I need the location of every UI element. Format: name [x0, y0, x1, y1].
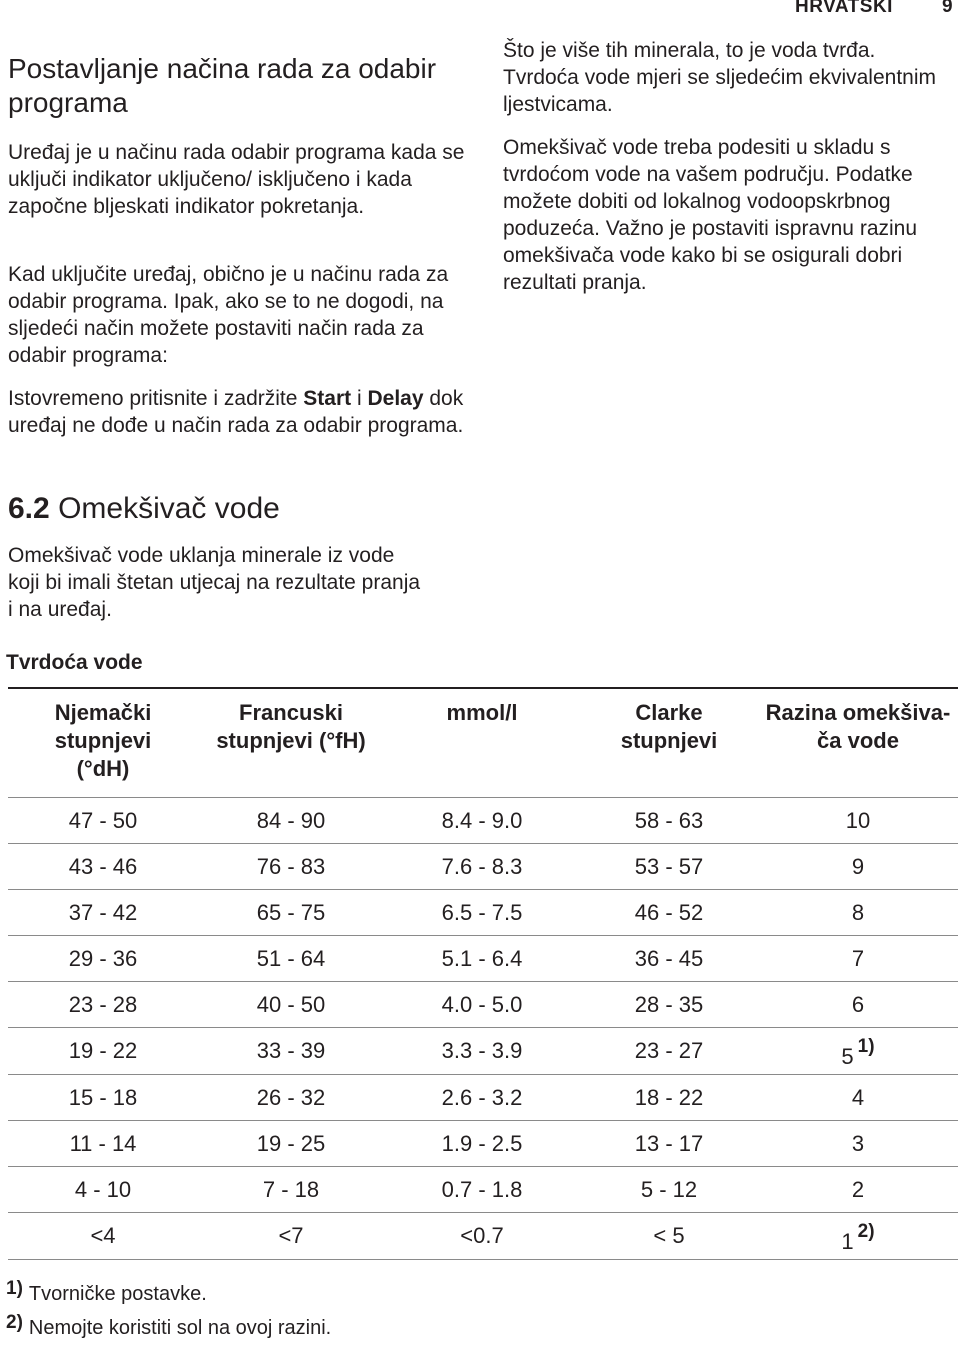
table-row [8, 1213, 958, 1260]
section-paragraph: Omekšivač vode uklanja minerale iz vode koji bi imali štetan utjecaj na rezultate pranja i na uređaj. [8, 544, 421, 621]
cell-french: 76 - 83 [256, 853, 326, 879]
cell-level: 7 [851, 945, 865, 971]
cell-german: 43 - 46 [68, 853, 138, 879]
left-paragraph-3 [8, 385, 478, 439]
section-heading [8, 491, 478, 527]
cell-mmol: 7.6 - 8.3 [441, 853, 523, 879]
cell-french: 84 - 90 [256, 807, 326, 833]
left-paragraph-2: Kad uključite uređaj, obično je u načinu rada za odabir programa. Ipak, ako se to ne dogodi, na sljedeći način možete postaviti način rada za odabir programa: [8, 263, 449, 367]
section-heading-title: Omekšivač vode [58, 492, 280, 525]
right-paragraph-1: Što je više tih minerala, to je voda tvrđa. Tvrdoća vode mjeri se sljedećim ekvivalentnim ljestvicama. [503, 39, 936, 116]
cell-german: 47 - 50 [68, 807, 138, 833]
col-header-level [758, 688, 958, 798]
paragraph-3-part-1: Istovremeno pritisnite i zadržite [8, 387, 304, 410]
cell-clarke: 18 - 22 [634, 1084, 704, 1110]
cell-french: 7 - 18 [262, 1176, 320, 1202]
cell-french: 40 - 50 [256, 991, 326, 1017]
table-header-row [8, 688, 958, 798]
level-value: 1 [841, 1229, 854, 1254]
section-title: Postavljanje načina rada za odabir programa [8, 53, 437, 118]
cell-clarke: 46 - 52 [634, 899, 704, 925]
table-row [8, 1028, 958, 1075]
col-header-french-line: stupnjevi (°fH) [216, 728, 366, 753]
delay-button-label: Delay [367, 387, 424, 410]
col-header-french [198, 688, 384, 798]
level-value: 5 [841, 1044, 854, 1069]
table-row [8, 798, 958, 844]
cell-german: 29 - 36 [68, 945, 138, 971]
footnote-ref: 1) [857, 1036, 875, 1057]
cell-german: 19 - 22 [68, 1038, 138, 1063]
cell-mmol: 3.3 - 3.9 [441, 1038, 523, 1063]
cell-french: 26 - 32 [256, 1084, 326, 1110]
water-hardness-table [8, 687, 958, 1260]
cell-level [758, 1028, 958, 1075]
paragraph-3-part-3: dok uređaj ne dođe u način rada za odabir programa. [8, 387, 464, 437]
cell-level: 2 [851, 1176, 865, 1202]
cell-mmol: 4.0 - 5.0 [441, 991, 523, 1017]
cell-clarke: 58 - 63 [634, 807, 704, 833]
table-row [8, 1167, 958, 1213]
table-row [8, 890, 958, 936]
page-number: 9 [942, 0, 953, 17]
col-header-clarke [580, 688, 758, 798]
cell-french: 19 - 25 [256, 1130, 326, 1156]
cell-german: 4 - 10 [74, 1176, 132, 1202]
col-header-mmol-line: mmol/l [446, 700, 518, 725]
cell-mmol: 8.4 - 9.0 [441, 807, 523, 833]
cell-mmol: <0.7 [460, 1223, 504, 1248]
paragraph-3-part-2: i [351, 387, 368, 410]
col-header-level-line: ča vode [817, 728, 899, 753]
cell-german: 23 - 28 [68, 991, 138, 1017]
footnote-1-text: Tvorničke postavke. [28, 1283, 207, 1305]
cell-level: 9 [851, 853, 865, 879]
cell-mmol: 5.1 - 6.4 [441, 945, 523, 971]
cell-clarke: 28 - 35 [634, 991, 704, 1017]
cell-german: <4 [90, 1223, 116, 1248]
col-header-german-line: (°dH) [76, 756, 130, 781]
col-header-german-line: Njemački [54, 700, 152, 725]
cell-mmol: 6.5 - 7.5 [441, 899, 523, 925]
cell-german: 11 - 14 [69, 1130, 137, 1156]
footnote-ref: 2) [857, 1221, 875, 1242]
cell-level: 3 [851, 1130, 865, 1156]
col-header-clarke-line: stupnjevi [620, 728, 718, 753]
table-row [8, 844, 958, 890]
cell-french: 51 - 64 [256, 945, 326, 971]
cell-level: 4 [851, 1084, 865, 1110]
cell-mmol: 2.6 - 3.2 [441, 1084, 523, 1110]
cell-french: 33 - 39 [256, 1038, 326, 1063]
table-row [8, 936, 958, 982]
footnote-2 [6, 1312, 332, 1341]
header-language: HRVATSKI [795, 0, 893, 17]
cell-mmol: 0.7 - 1.8 [441, 1176, 523, 1202]
cell-level [758, 1213, 958, 1260]
footnote-1 [6, 1278, 207, 1307]
left-paragraph-1: Uređaj je u načinu rada odabir programa kada se uključi indikator uključeno/ isključeno i kada započne bljeskati indikator pokretanja. [8, 141, 465, 218]
table-row [8, 1121, 958, 1167]
cell-french: <7 [278, 1223, 304, 1248]
cell-german: 15 - 18 [68, 1084, 138, 1110]
table-row [8, 1075, 958, 1121]
cell-german: 37 - 42 [68, 899, 138, 925]
start-button-label: Start [303, 387, 352, 410]
cell-clarke: 5 - 12 [640, 1176, 698, 1202]
footnote-2-mark: 2) [6, 1312, 23, 1333]
cell-level: 10 [845, 807, 871, 833]
section-number: 6.2 [8, 492, 50, 525]
col-header-german [8, 688, 198, 798]
cell-level: 8 [851, 899, 865, 925]
cell-clarke: 23 - 27 [634, 1038, 704, 1063]
cell-mmol: 1.9 - 2.5 [441, 1130, 523, 1156]
col-header-german-line: stupnjevi [54, 728, 152, 753]
table-caption: Tvrdoća vode [6, 651, 143, 674]
footnote-1-mark: 1) [6, 1278, 23, 1299]
cell-level: 6 [851, 991, 865, 1017]
col-header-mmol [384, 688, 580, 798]
cell-french: 65 - 75 [256, 899, 326, 925]
cell-clarke: < 5 [653, 1223, 685, 1248]
cell-clarke: 36 - 45 [634, 945, 704, 971]
col-header-level-line: Razina omekšiva- [765, 700, 951, 725]
col-header-clarke-line: Clarke [635, 700, 703, 725]
col-header-french-line: Francuski [239, 700, 343, 725]
right-paragraph-2: Omekšivač vode treba podesiti u skladu s tvrdoćom vode na vašem području. Podatke možete dobiti od lokalnog vodoopskrbnog poduzeća. Važno je postaviti ispravnu razinu omekšivača vode kako bi se osigurali dobri rezultati pranja. [503, 136, 918, 294]
cell-clarke: 13 - 17 [634, 1130, 704, 1156]
footnote-2-text: Nemojte koristiti sol na ovoj razini. [28, 1317, 332, 1339]
cell-clarke: 53 - 57 [634, 853, 704, 879]
table-row [8, 982, 958, 1028]
